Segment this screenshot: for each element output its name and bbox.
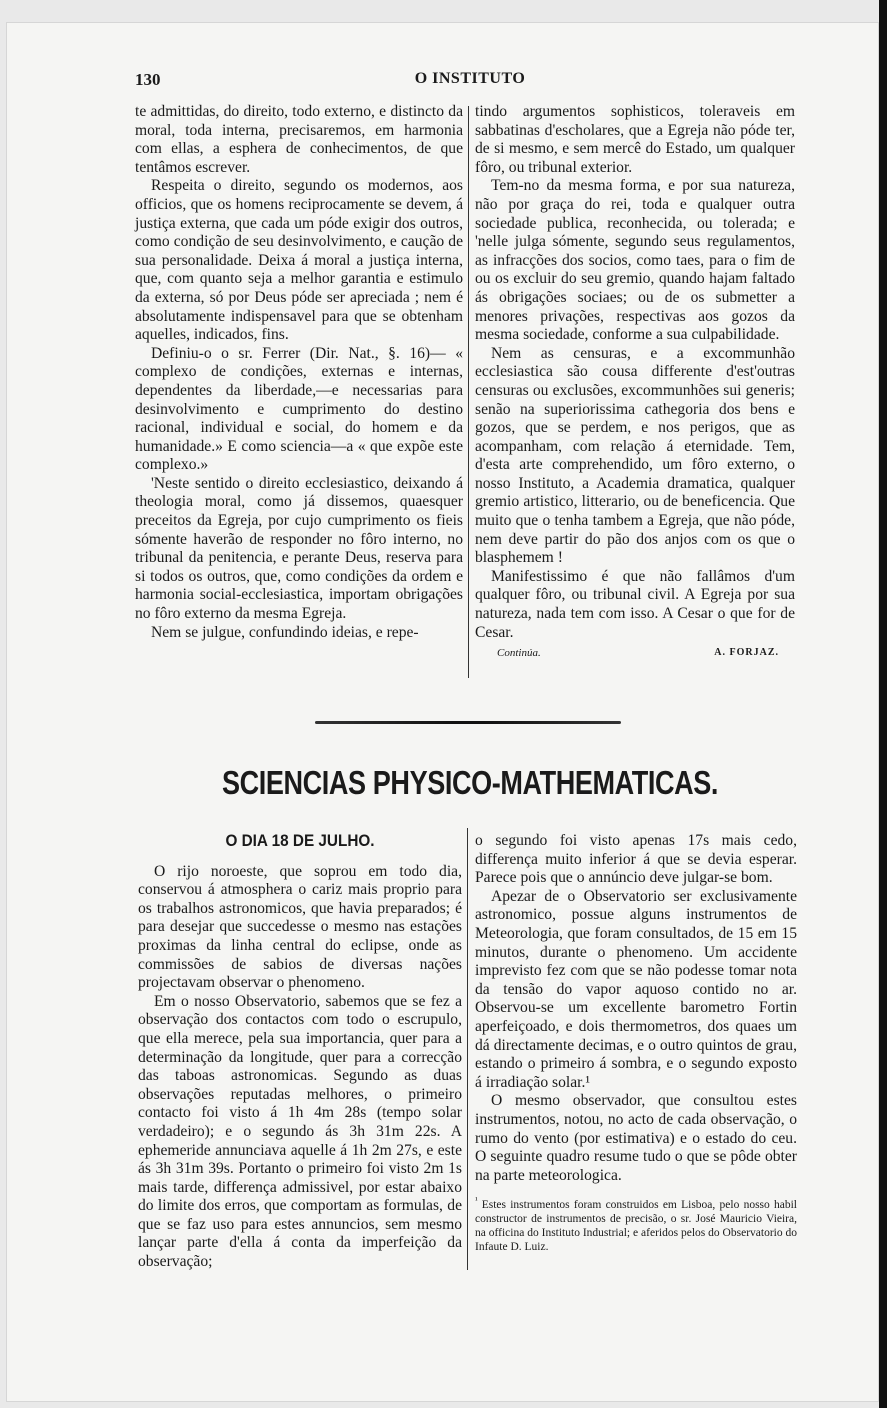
paragraph: Manifestissimo é que não fallâmos d'um qualquer fôro, ou tribunal civil. A Egreja por sua natureza, nada tem com isso. A Cesar o que for de Cesar. <box>475 567 795 641</box>
upper-left-column <box>135 103 463 642</box>
section-divider <box>315 721 621 724</box>
page-header <box>135 70 805 96</box>
paragraph: Em o nosso Observatorio, sabemos que se fez a observação dos contactos com todo o escrupulo, que ella merece, pela sua importancia, quer para a determinação da longitude, quer para a correcção das taboas astronomicas. Segundo as duas observações reputadas melhores, o primeiro contacto foi visto á 1h 4m 28s (tempo solar verdadeiro); e o segundo ás 3h 31m 22s. A ephemeride annunciava aquelle á 1h 2m 27s, e este ás 3h 31m 39s. Portanto o primeiro foi visto 2m 1s mais tarde, differença admissivel, por estar abaixo do limite dos erros, que comportam as formulas, de que se faz uso para estes annuncios, sem mesmo lançar parte d'ella á conta da imperfeição da observação; <box>138 992 462 1271</box>
paragraph: O rijo noroeste, que soprou em todo dia, conservou á atmosphera o cariz mais proprio para os trabalhos astronomicos, que havia preparados; é para desejar que succedesse o mesmo nas estações proximas da linha central do eclipse, onde as commissões de sabios de diversas nações projectavam observar o phenomeno. <box>138 862 462 992</box>
footnote-text: Estes instrumentos foram construidos em Lisboa, pelo nosso habil constructor de instrumentos de precisão, o sr. José Mauricio Vieira, na officina do Instituto Industrial; e aferidos pelos do Observatorio do Infaute D. Luiz. <box>475 1199 797 1254</box>
paragraph: O mesmo observador, que consultou estes instrumentos, notou, no acto de cada observação, o rumo do vento (por estimativa) e o estado do ceu. O seguinte quadro resume tudo o que se pôde obter na parte meteorologica. <box>475 1092 797 1184</box>
article-right-column <box>475 832 797 1254</box>
paragraph: tindo argumentos sophisticos, toleraveis em sabbatinas d'escholares, que a Egreja não póde ter, de si mesmo, e sem mercê do Estado, um qualquer fôro, ou tribunal exterior. <box>475 103 795 176</box>
paragraph: Definiu-o o sr. Ferrer (Dir. Nat., §. 16)— « complexo de condições, externas e internas, dependentes da liberdade,—e necessarias para desinvolvimento e cumprimento do destino racional, individual e social, do homem e da humanidade.» E como sciencia—a « que expõe este complexo.» <box>135 344 463 474</box>
paragraph: Nem as censuras, e a excommunhão ecclesiastica são cousa differente d'est'outras censuras ou exclusões, excommunhões sui generis; senão na superiorissima cathegoria dos bens e gozos, que se perdem, e nos perigos, que as acompanham, com relação á eternidade. Tem, d'esta arte comprehendido, um fôro externo, o nosso Instituto, a Academia dramatica, qualquer gremio artistico, litterario, ou de beneficencia. Que muito que o tenha tambem a Egreja, que não póde, nem deve partir do pão dos anjos com os que o blasphemem ! <box>475 344 795 567</box>
running-head: O INSTITUTO <box>414 70 526 87</box>
footnote <box>475 1193 797 1254</box>
upper-right-column <box>475 103 795 663</box>
paragraph: te admittidas, do direito, todo externo, e distincto da moral, toda interna, precisaremos, em harmonia com ellas, a esphera de conhecimentos, de que tentâmos escrever. <box>135 103 463 176</box>
continua-label: Continúa. <box>497 647 541 660</box>
paragraph: Respeita o direito, segundo os modernos, aos officios, que os homens reciprocamente se devem, á justiça externa, que cada um póde exigir dos outros, como condição de seu desinvolvimento, e caução de sua personalidade. Deixa á moral a justiça interna, que, com quanto seja a melhor garantia e estimulo da externa, só por Deus póde ser apreciada ; nem é absolutamente indispensavel para que se obtenham aquelles, indicados, fins. <box>135 177 463 344</box>
footnote-mark: ¹ <box>475 1195 478 1206</box>
section-title: SCIENCIAS PHYSICO-MATHEMATICAS. <box>222 764 718 801</box>
article-title: O DIA 18 DE JULHO. <box>225 831 375 850</box>
author-signature: A. FORJAZ. <box>714 647 779 659</box>
paragraph: o segundo foi visto apenas 17s mais cedo, differença muito inferior á que se devia esperar. Parece pois que o annúncio deve julgar-se bom. <box>475 832 797 887</box>
continuation-line <box>475 644 795 663</box>
paragraph: Apezar de o Observatorio ser exclusivamente astronomico, possue alguns instrumentos de Meteorologia, que foram consultados, de 15 em 15 minutos, durante o phenomeno. Um accidente imprevisto fez com que se não podesse tomar nota da tensão do vapor aquoso contido no ar. Observou-se um excellente barometro Fortin aperfeiçoado, e dois thermometros, dos quaes um dá directamente decimas, e o outro quintos de grau, estando o primeiro á sombra, e o segundo exposto á irradiação solar.¹ <box>475 887 797 1091</box>
paragraph: Nem se julgue, confundindo ideias, e repe- <box>151 623 419 641</box>
paragraph: 'Neste sentido o direito ecclesiastico, deixando á theologia moral, como já dissemos, quaesquer preceitos da Egreja, por cujo cumprimento os fieis sómente haverão de responder no fôro interno, no tribunal da penitencia, e perante Deus, reserva para si todos os outros, que, como condições da ordem e harmonia social-ecclesiastica, importam obrigações no fôro externo da mesma Egreja. <box>135 474 463 623</box>
scan-edge <box>879 0 887 1408</box>
column-rule <box>468 106 469 678</box>
page-number: 130 <box>135 70 161 89</box>
paragraph: Tem-no da mesma forma, e por sua natureza, não por graça do rei, toda e qualquer outra sociedade publica, reconhecida, ou tolerada; e 'nelle julga sómente, segundo seus regulamentos, as infracções dos socios, como taes, para o fim de ou os excluir do seu gremio, quando hajam faltado ás obrigações sociaes; ou de os submetter a menores privações, respectivas aos gozos da mesma sociedade, conforme a sua culpabilidade. <box>475 177 795 344</box>
article-left-column <box>138 832 462 1272</box>
column-rule <box>467 828 468 1270</box>
